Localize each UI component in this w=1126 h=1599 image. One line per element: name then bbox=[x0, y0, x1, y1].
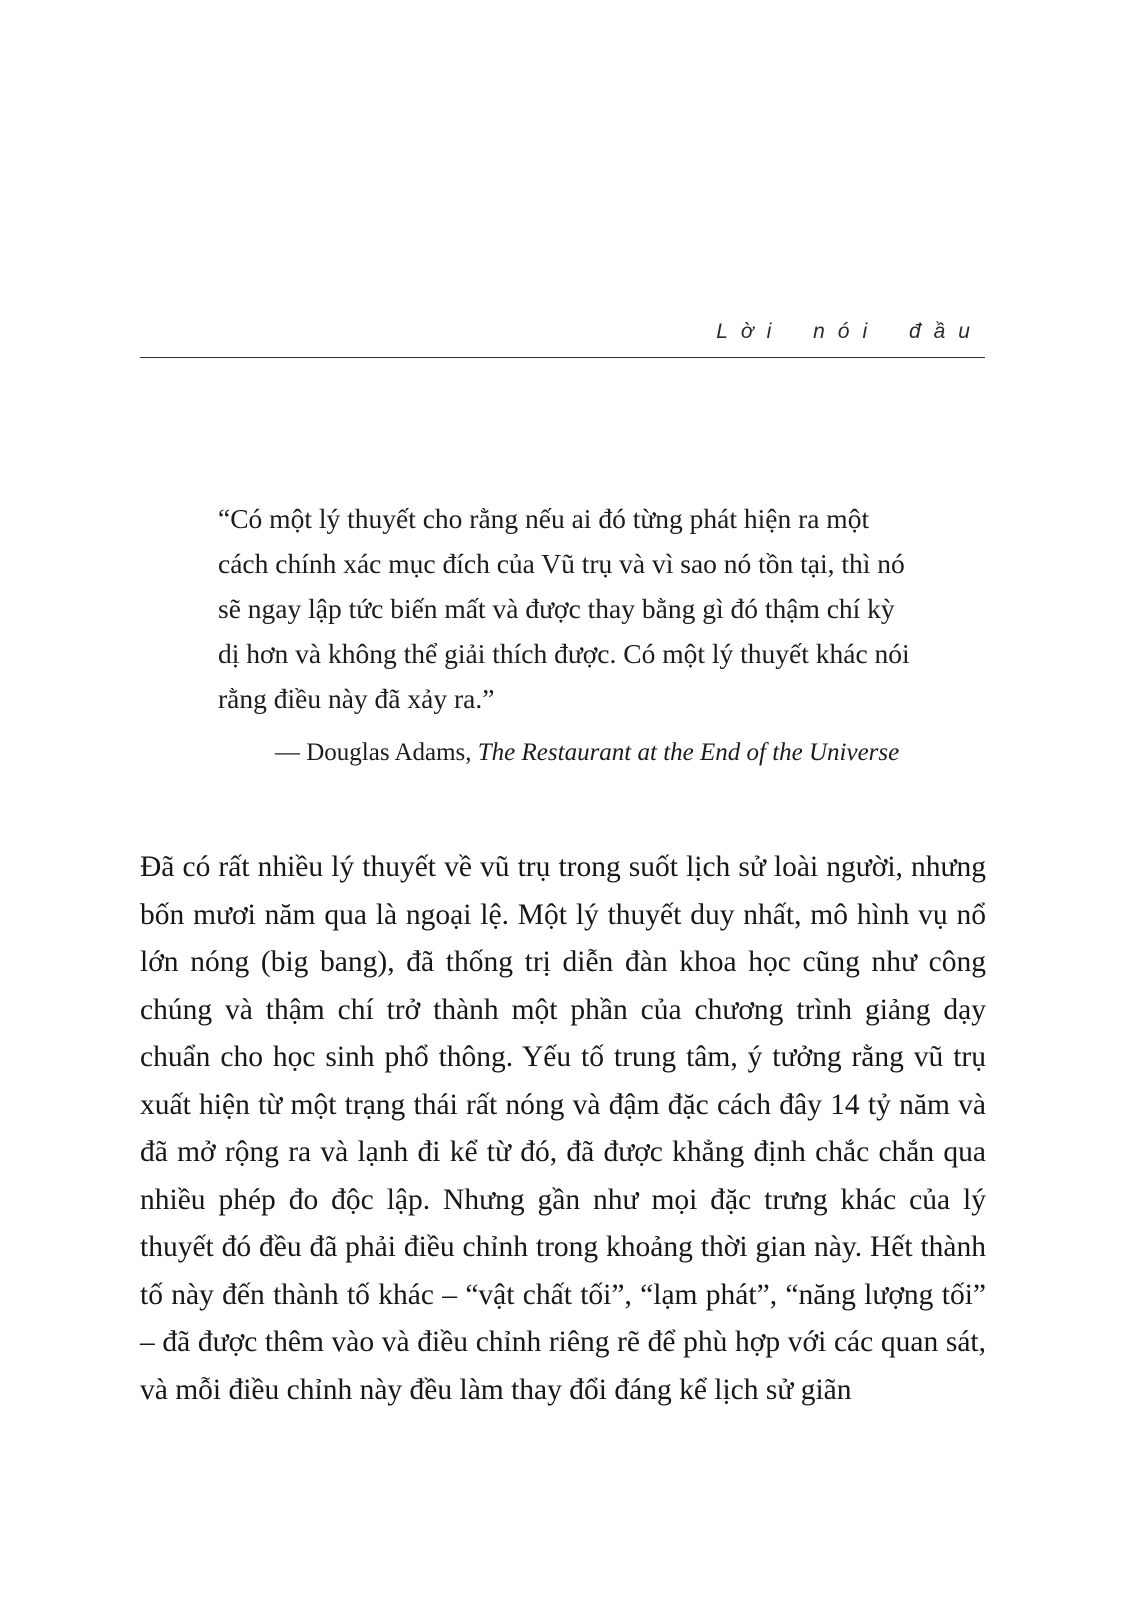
body-paragraph: Đã có rất nhiều lý thuyết về vũ trụ trong suốt lịch sử loài người, nhưng bốn mươi năm qua là ngoại lệ. Một lý thuyết duy nhất, mô hình vụ nổ lớn nóng (big bang), đã thống trị diễn đàn khoa học cũng như công chúng và thậm chí trở thành một phần của chương trình giảng dạy chuẩn cho học sinh phổ thông. Yếu tố trung tâm, ý tưởng rằng vũ trụ xuất hiện từ một trạng thái rất nóng và đậm đặc cách đây 14 tỷ năm và đã mở rộng ra và lạnh đi kể từ đó, đã được khẳng định chắc chắn qua nhiều phép đo độc lập. Nhưng gần như mọi đặc trưng khác của lý thuyết đó đều đã phải điều chỉnh trong khoảng thời gian này. Hết thành tố này đến thành tố khác – “vật chất tối”, “lạm phát”, “năng lượng tối” – đã được thêm vào và điều chỉnh riêng rẽ để phù hợp với các quan sát, và mỗi điều chỉnh này đều làm thay đổi đáng kể lịch sử giãn bbox=[140, 851, 986, 1406]
attribution-book-title: The Restaurant at the End of the Universe bbox=[477, 739, 900, 766]
header-rule bbox=[140, 357, 985, 358]
attribution-author: — Douglas Adams, bbox=[275, 739, 478, 766]
epigraph-quote: “Có một lý thuyết cho rằng nếu ai đó từng phát hiện ra một cách chính xác mục đích của Vũ trụ và vì sao nó tồn tại, thì nó sẽ ngay lập tức biến mất và được thay bằng gì đó thậm chí kỳ dị hơn và không thể giải thích được. Có một lý thuyết khác nói rằng điều này đã xảy ra.” bbox=[218, 503, 910, 714]
quote-attribution bbox=[275, 736, 975, 770]
running-head-title: Lời nói đầu bbox=[716, 320, 983, 343]
page-header bbox=[140, 320, 985, 358]
